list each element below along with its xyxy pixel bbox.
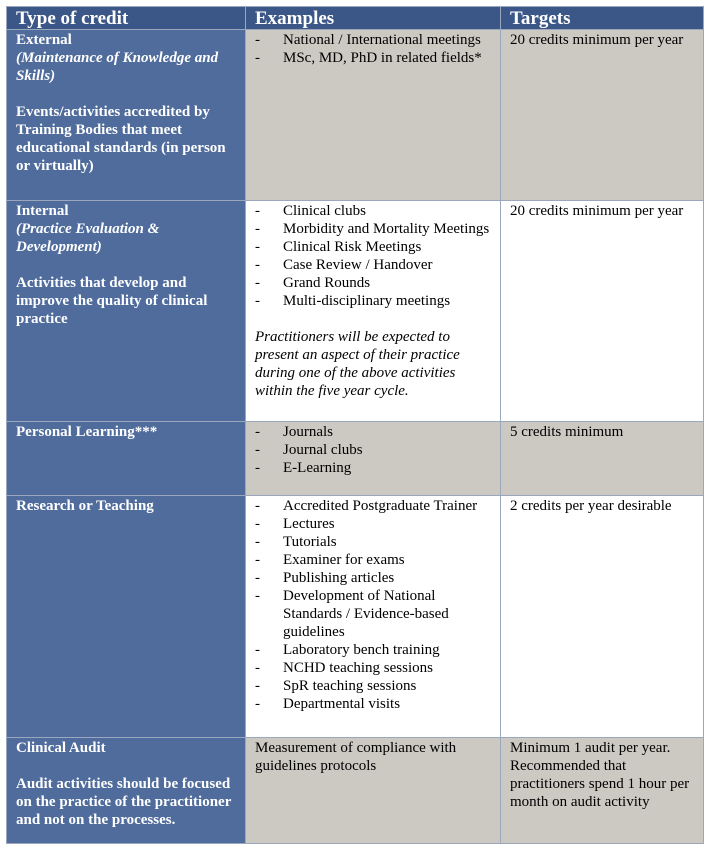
list-item: - Clinical clubs <box>255 202 492 220</box>
list-item: - NCHD teaching sessions <box>255 659 492 677</box>
type-description: Activities that develop and improve the quality of clinical practice <box>16 275 208 327</box>
examples-cell-internal <box>246 201 501 422</box>
row-external <box>7 30 704 201</box>
credit-table <box>6 6 704 844</box>
practice-note: Practitioners will be expected to present an aspect of their practice during one of the above activities within the five year cycle. <box>255 329 460 399</box>
list-item: - Multi-disciplinary meetings <box>255 292 492 310</box>
examples-cell-research-teaching <box>246 496 501 738</box>
list-item: - Journal clubs <box>255 441 492 459</box>
examples-cell-clinical-audit: Measurement of compliance with guidelines protocols <box>246 738 501 844</box>
type-cell-research-teaching <box>7 496 246 738</box>
list-item: - Accredited Postgraduate Trainer <box>255 497 492 515</box>
target-cell-research-teaching: 2 credits per year desirable <box>501 496 704 738</box>
target-cell-internal: 20 credits minimum per year <box>501 201 704 422</box>
header-type: Type of credit <box>7 7 246 30</box>
type-subtitle: (Maintenance of Knowledge and Skills) <box>16 50 219 84</box>
type-cell-personal-learning <box>7 422 246 496</box>
type-title: Research or Teaching <box>16 498 154 514</box>
list-item: - Journals <box>255 423 492 441</box>
row-personal-learning <box>7 422 704 496</box>
list-item: - National / International meetings <box>255 31 492 49</box>
header-targets: Targets <box>501 7 704 30</box>
list-item: - Clinical Risk Meetings <box>255 238 492 256</box>
type-title: Clinical Audit <box>16 740 106 756</box>
examples-cell-personal-learning <box>246 422 501 496</box>
list-item: - SpR teaching sessions <box>255 677 492 695</box>
type-cell-internal <box>7 201 246 422</box>
examples-list <box>255 497 492 713</box>
list-item: - Departmental visits <box>255 695 492 713</box>
type-cell-clinical-audit <box>7 738 246 844</box>
type-description: Events/activities accredited by Training Bodies that meet educational standards (in person or virtually) <box>16 104 226 174</box>
examples-list <box>255 202 492 310</box>
examples-list <box>255 31 492 67</box>
type-subtitle: (Practice Evaluation & Development) <box>16 221 160 255</box>
list-item: - Examiner for exams <box>255 551 492 569</box>
type-cell-external <box>7 30 246 201</box>
row-clinical-audit <box>7 738 704 844</box>
list-item: - Case Review / Handover <box>255 256 492 274</box>
type-title: Personal Learning*** <box>16 424 158 440</box>
target-cell-external: 20 credits minimum per year <box>501 30 704 201</box>
list-item: - Grand Rounds <box>255 274 492 292</box>
row-research-teaching <box>7 496 704 738</box>
list-item: - Publishing articles <box>255 569 492 587</box>
examples-cell-external <box>246 30 501 201</box>
target-cell-personal-learning: 5 credits minimum <box>501 422 704 496</box>
list-item: - E-Learning <box>255 459 492 477</box>
list-item: - Tutorials <box>255 533 492 551</box>
list-item: - MSc, MD, PhD in related fields* <box>255 49 492 67</box>
target-cell-clinical-audit: Minimum 1 audit per year. Recommended that practitioners spend 1 hour per month on audit activity <box>501 738 704 844</box>
type-title: External <box>16 32 72 48</box>
examples-list <box>255 423 492 477</box>
header-examples: Examples <box>246 7 501 30</box>
type-title: Internal <box>16 203 69 219</box>
list-item: - Lectures <box>255 515 492 533</box>
header-row <box>7 7 704 30</box>
list-item: - Laboratory bench training <box>255 641 492 659</box>
row-internal <box>7 201 704 422</box>
type-description: Audit activities should be focused on the practice of the practitioner and not on the processes. <box>16 776 232 828</box>
list-item: - Development of National Standards / Evidence-based guidelines <box>255 587 492 641</box>
list-item: - Morbidity and Mortality Meetings <box>255 220 492 238</box>
